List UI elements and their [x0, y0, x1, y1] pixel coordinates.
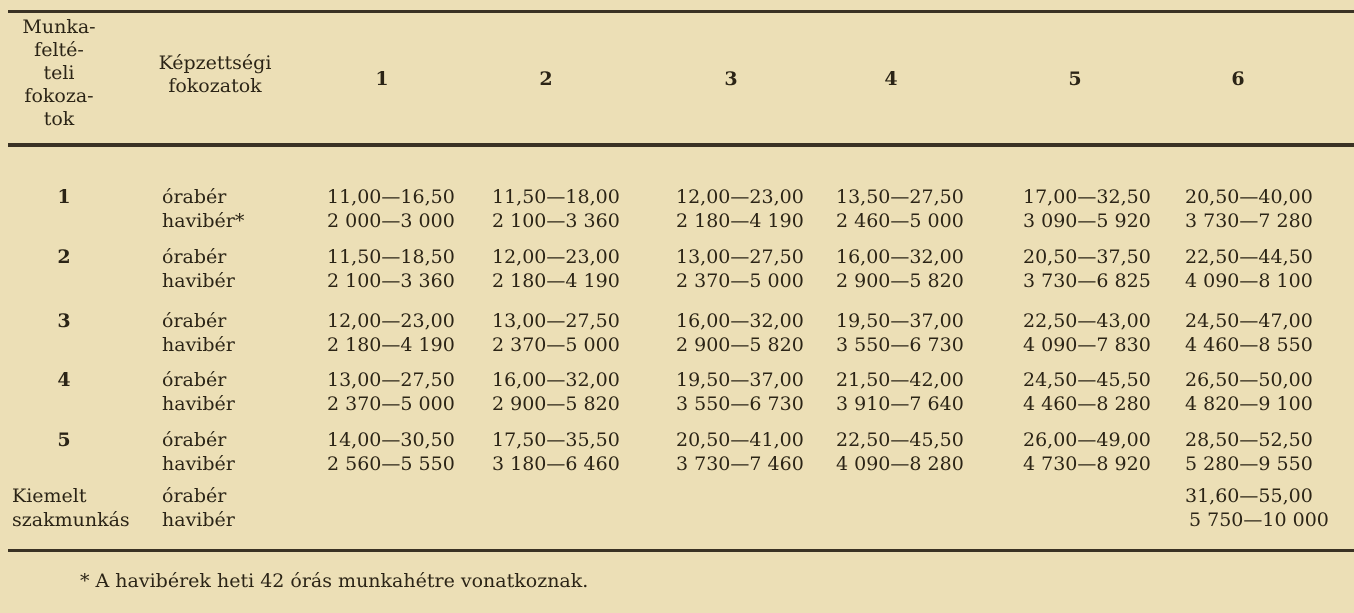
kind-label: órabér: [162, 429, 227, 451]
hourly-wage: 12,00—23,00: [676, 186, 804, 208]
monthly-wage: 4 730—8 920: [1023, 453, 1151, 475]
column-header-3: 3: [724, 68, 738, 90]
hourly-wage: 20,50—37,50: [1023, 246, 1151, 268]
monthly-wage: 2 900—5 820: [836, 270, 964, 292]
bottom-rule: [8, 549, 1354, 552]
kiemelt-label-line: szakmunkás: [12, 509, 130, 531]
header-kepzettsegi: [140, 52, 290, 98]
wage-cell: [492, 368, 620, 416]
wage-cell: [1185, 245, 1313, 293]
hourly-wage: 12,00—23,00: [327, 310, 455, 332]
wage-cell: [327, 245, 455, 293]
wage-cell: [676, 428, 804, 476]
monthly-wage: 3 730—7 280: [1185, 210, 1313, 232]
kind-label: órabér: [162, 246, 227, 268]
monthly-wage: 2 180—4 190: [492, 270, 620, 292]
kiemelt-value: 5 750—10 000: [1189, 509, 1329, 531]
hourly-wage: 12,00—23,00: [492, 246, 620, 268]
monthly-wage: 2 180—4 190: [676, 210, 804, 232]
level-number: 3: [57, 310, 71, 332]
hourly-wage: 19,50—37,00: [676, 369, 804, 391]
pay-kind-labels: [162, 185, 244, 233]
monthly-wage: 3 550—6 730: [836, 334, 964, 356]
kind-label: órabér: [162, 369, 227, 391]
hourly-wage: 20,50—40,00: [1185, 186, 1313, 208]
kiemelt-kinds: [162, 484, 235, 532]
wage-cell: [492, 309, 620, 357]
wage-cell: [1185, 368, 1313, 416]
wage-cell: [1023, 245, 1151, 293]
hourly-wage: 14,00—30,50: [327, 429, 455, 451]
wage-cell: [327, 309, 455, 357]
monthly-wage: 3 910—7 640: [836, 393, 964, 415]
wage-cell: [676, 245, 804, 293]
hourly-wage: 26,00—49,00: [1023, 429, 1151, 451]
kind-label: órabér: [162, 485, 227, 507]
column-header-6: 6: [1231, 68, 1245, 90]
wage-cell: [492, 185, 620, 233]
pay-kind-labels: [162, 428, 235, 476]
monthly-wage: 2 900—5 820: [676, 334, 804, 356]
hourly-wage: 11,50—18,00: [492, 186, 620, 208]
monthly-wage: 4 090—8 280: [836, 453, 964, 475]
monthly-wage: 2 370—5 000: [492, 334, 620, 356]
wage-cell: [676, 309, 804, 357]
hourly-wage: 21,50—42,00: [836, 369, 964, 391]
hourly-wage: 20,50—41,00: [676, 429, 804, 451]
wage-cell: [836, 309, 964, 357]
hourly-wage: 11,50—18,50: [327, 246, 455, 268]
hourly-wage: 22,50—44,50: [1185, 246, 1313, 268]
kind-label: havibér*: [162, 210, 245, 232]
hourly-wage: 24,50—47,00: [1185, 310, 1313, 332]
wage-cell: [1185, 185, 1313, 233]
hourly-wage: 22,50—45,50: [836, 429, 964, 451]
column-header-2: 2: [539, 68, 553, 90]
hourly-wage: 24,50—45,50: [1023, 369, 1151, 391]
wage-cell: [1023, 368, 1151, 416]
wage-cell: [836, 245, 964, 293]
monthly-wage: 4 460—8 550: [1185, 334, 1313, 356]
monthly-wage: 2 370—5 000: [676, 270, 804, 292]
hourly-wage: 28,50—52,50: [1185, 429, 1313, 451]
monthly-wage: 3 550—6 730: [676, 393, 804, 415]
monthly-wage: 2 460—5 000: [836, 210, 964, 232]
wage-cell: [676, 185, 804, 233]
kind-label: havibér: [162, 509, 235, 531]
kind-label: havibér: [162, 334, 235, 356]
kiemelt-label-line: Kiemelt: [12, 485, 87, 507]
wage-cell: [492, 245, 620, 293]
pay-kind-labels: [162, 245, 235, 293]
header-line: teli: [43, 62, 75, 84]
header-line: fokozatok: [168, 75, 262, 97]
hourly-wage: 13,00—27,50: [327, 369, 455, 391]
header-line: fokoza-: [24, 85, 94, 107]
monthly-wage: 2 000—3 000: [327, 210, 455, 232]
column-header-1: 1: [375, 68, 389, 90]
monthly-wage: 2 900—5 820: [492, 393, 620, 415]
hourly-wage: 16,00—32,00: [836, 246, 964, 268]
wage-cell: [327, 368, 455, 416]
kiemelt-values: [1182, 484, 1329, 532]
hourly-wage: 13,50—27,50: [836, 186, 964, 208]
hourly-wage: 13,00—27,50: [676, 246, 804, 268]
wage-cell: [1023, 185, 1151, 233]
kiemelt-label: [12, 484, 130, 532]
wage-cell: [1023, 309, 1151, 357]
monthly-wage: 5 280—9 550: [1185, 453, 1313, 475]
hourly-wage: 26,50—50,00: [1185, 369, 1313, 391]
column-header-5: 5: [1068, 68, 1082, 90]
monthly-wage: 4 460—8 280: [1023, 393, 1151, 415]
hourly-wage: 16,00—32,00: [676, 310, 804, 332]
top-rule: [8, 10, 1354, 13]
wage-cell: [1185, 309, 1313, 357]
hourly-wage: 11,00—16,50: [327, 186, 455, 208]
kiemelt-value: 31,60—55,00: [1185, 485, 1313, 507]
monthly-wage: 2 100—3 360: [492, 210, 620, 232]
monthly-wage: 4 090—8 100: [1185, 270, 1313, 292]
monthly-wage: 3 730—7 460: [676, 453, 804, 475]
kind-label: havibér: [162, 270, 235, 292]
header-line: Képzettségi: [158, 52, 272, 74]
monthly-wage: 2 180—4 190: [327, 334, 455, 356]
wage-cell: [1185, 428, 1313, 476]
hourly-wage: 13,00—27,50: [492, 310, 620, 332]
footnote: * A havibérek heti 42 órás munkahétre vonatkoznak.: [80, 570, 589, 592]
kind-label: órabér: [162, 186, 227, 208]
kind-label: havibér: [162, 393, 235, 415]
pay-kind-labels: [162, 368, 235, 416]
level-number: 1: [57, 186, 71, 208]
wage-cell: [492, 428, 620, 476]
monthly-wage: 2 560—5 550: [327, 453, 455, 475]
header-line: tok: [43, 108, 75, 130]
monthly-wage: 4 820—9 100: [1185, 393, 1313, 415]
kind-label: órabér: [162, 310, 227, 332]
monthly-wage: 2 370—5 000: [327, 393, 455, 415]
header-munkafelteteli: [8, 16, 110, 131]
monthly-wage: 3 180—6 460: [492, 453, 620, 475]
wage-cell: [676, 368, 804, 416]
hourly-wage: 16,00—32,00: [492, 369, 620, 391]
wage-cell: [836, 368, 964, 416]
level-number: 4: [57, 369, 71, 391]
wage-cell: [1023, 428, 1151, 476]
monthly-wage: 4 090—7 830: [1023, 334, 1151, 356]
wage-cell: [836, 185, 964, 233]
pay-kind-labels: [162, 309, 235, 357]
wage-cell: [327, 185, 455, 233]
wage-cell: [327, 428, 455, 476]
header-rule: [8, 143, 1354, 147]
column-header-4: 4: [884, 68, 898, 90]
monthly-wage: 3 090—5 920: [1023, 210, 1151, 232]
hourly-wage: 17,50—35,50: [492, 429, 620, 451]
monthly-wage: 3 730—6 825: [1023, 270, 1151, 292]
monthly-wage: 2 100—3 360: [327, 270, 455, 292]
header-line: felté-: [34, 39, 84, 61]
hourly-wage: 22,50—43,00: [1023, 310, 1151, 332]
wage-cell: [836, 428, 964, 476]
hourly-wage: 19,50—37,00: [836, 310, 964, 332]
level-number: 2: [57, 246, 71, 268]
kind-label: havibér: [162, 453, 235, 475]
header-line: Munka-: [22, 16, 96, 38]
level-number: 5: [57, 429, 71, 451]
hourly-wage: 17,00—32,50: [1023, 186, 1151, 208]
